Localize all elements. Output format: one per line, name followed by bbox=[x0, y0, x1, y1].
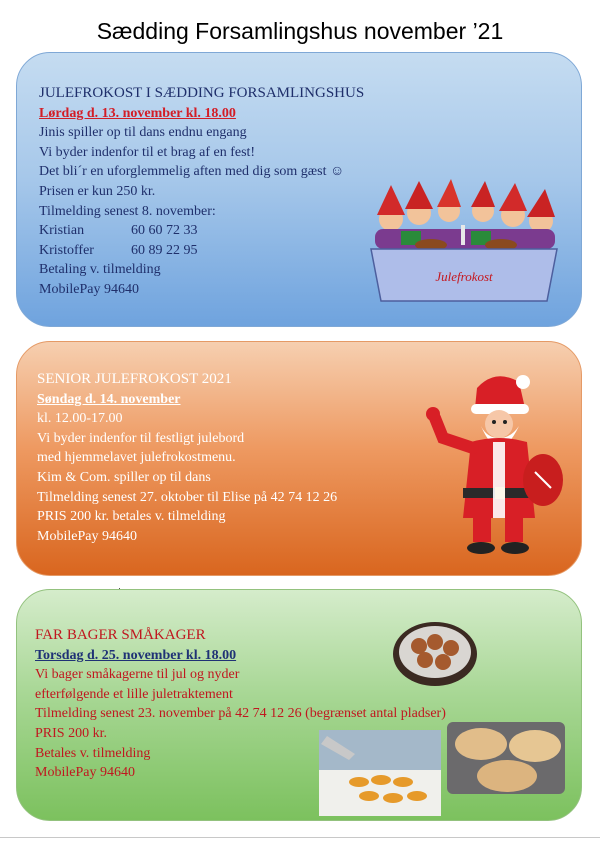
event-line: Det bli´r en uforglemmelig aften med dig som gæst ☺ bbox=[39, 164, 345, 180]
event-line: Tilmelding senest 8. november: bbox=[39, 203, 216, 219]
event-line: med hjemmelavet julefrokostmenu. bbox=[37, 450, 236, 466]
piping-cookies-photo bbox=[319, 730, 441, 816]
event-card-senior-julefrokost bbox=[16, 341, 582, 576]
event-heading: JULEFROKOST I SÆDDING FORSAMLINGSHUS bbox=[39, 85, 365, 101]
event-line: Tilmelding senest 27. oktober til Elise på 42 74 12 26 bbox=[37, 489, 338, 505]
event-line: Betales v. tilmelding bbox=[35, 745, 151, 761]
page-divider bbox=[0, 837, 600, 838]
event-line: Betaling v. tilmelding bbox=[39, 262, 161, 278]
event-heading: FAR BAGER SMÅKAGER bbox=[35, 627, 206, 643]
cookie-bowl-photo bbox=[391, 618, 479, 688]
event-date: Lørdag d. 13. november kl. 18.00 bbox=[39, 105, 236, 121]
page-title: Sædding Forsamlingshus november ’21 bbox=[96, 18, 504, 44]
contact-row bbox=[39, 241, 364, 261]
event-line: Vi bager småkagerne til jul og nyder bbox=[35, 667, 240, 683]
event-line: Prisen er kun 250 kr. bbox=[39, 183, 156, 199]
event-date: Torsdag d. 25. november kl. 18.00 bbox=[35, 647, 237, 663]
event-card-julefrokost bbox=[16, 52, 582, 327]
event-line: Kim & Com. spiller op til dans bbox=[37, 469, 211, 485]
event-line: PRIS 200 kr. bbox=[35, 725, 107, 741]
contact-name: Kristian bbox=[39, 223, 85, 239]
event-line: Jinis spiller op til dans endnu engang bbox=[39, 125, 247, 141]
baked-buns-photo bbox=[447, 722, 565, 794]
event-text bbox=[37, 370, 337, 546]
event-line: kl. 12.00-17.00 bbox=[37, 411, 123, 427]
contact-row bbox=[39, 221, 364, 241]
event-line: Tilmelding senest 23. november på 42 74 12 26 (begrænset antal pladser) bbox=[35, 706, 446, 722]
contact-phone: 60 60 72 33 bbox=[131, 223, 198, 239]
event-line: MobilePay 94640 bbox=[37, 528, 137, 544]
event-date: Søndag d. 14. november bbox=[37, 391, 181, 407]
event-line: MobilePay 94640 bbox=[35, 765, 135, 781]
event-line: Vi byder indenfor til et brag af en fest! bbox=[39, 144, 256, 160]
event-card-far-bager bbox=[16, 589, 582, 821]
julefrokost-label: Julefrokost bbox=[435, 269, 493, 284]
event-line: efterfølgende et lille juletraktement bbox=[35, 686, 233, 702]
elves-feast-illustration bbox=[361, 179, 566, 304]
event-text bbox=[39, 84, 364, 300]
event-line: Vi byder indenfor til festligt julebord bbox=[37, 430, 245, 446]
event-line: MobilePay 94640 bbox=[39, 281, 139, 297]
santa-claus-illustration bbox=[415, 368, 565, 558]
contact-phone: 60 89 22 95 bbox=[131, 242, 198, 258]
event-line: PRIS 200 kr. betales v. tilmelding bbox=[37, 509, 226, 525]
event-heading: SENIOR JULEFROKOST 2021 bbox=[37, 371, 232, 387]
contact-name: Kristoffer bbox=[39, 242, 94, 258]
